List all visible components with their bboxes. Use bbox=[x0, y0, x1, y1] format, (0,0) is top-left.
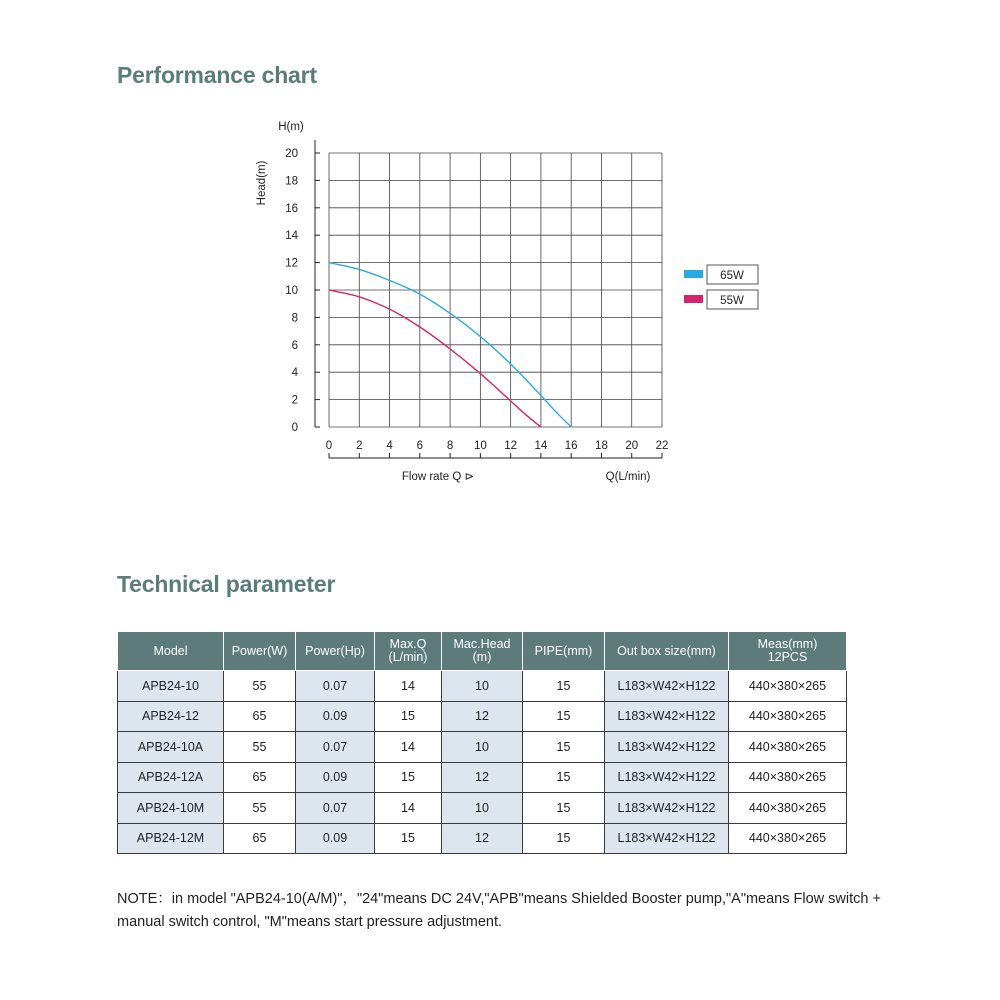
table-cell: L183×W42×H122 bbox=[605, 762, 729, 793]
table-cell: L183×W42×H122 bbox=[605, 701, 729, 732]
table-cell: 10 bbox=[442, 671, 523, 702]
y-tick-label: 6 bbox=[291, 339, 298, 352]
y-unit-label: H(m) bbox=[278, 121, 304, 133]
table-cell: 0.07 bbox=[296, 732, 375, 763]
y-tick-label: 18 bbox=[285, 175, 298, 188]
technical-parameter-title: Technical parameter bbox=[117, 571, 336, 597]
table-cell: 55 bbox=[224, 671, 296, 702]
table-cell: 65 bbox=[224, 762, 296, 793]
legend-swatch-65W bbox=[684, 270, 703, 278]
x-tick-label: 6 bbox=[416, 440, 424, 452]
table-cell: 15 bbox=[523, 793, 605, 824]
table-cell: 0.07 bbox=[296, 793, 375, 824]
table-cell: 15 bbox=[523, 823, 605, 854]
table-cell: 15 bbox=[523, 701, 605, 732]
table-cell: L183×W42×H122 bbox=[605, 823, 729, 854]
table-cell: APB24-10 bbox=[118, 671, 224, 702]
table-header-cell: PIPE(mm) bbox=[523, 632, 605, 671]
table-cell: 0.07 bbox=[296, 671, 375, 702]
table-cell: APB24-12M bbox=[118, 823, 224, 854]
table-cell: 15 bbox=[523, 732, 605, 763]
x-tick-label: 0 bbox=[325, 440, 333, 452]
table-cell: 0.09 bbox=[296, 701, 375, 732]
table-cell: 440×380×265 bbox=[729, 701, 847, 732]
x-tick-label: 8 bbox=[446, 440, 454, 452]
table-header-cell: Meas(mm) 12PCS bbox=[729, 632, 847, 671]
table-cell: L183×W42×H122 bbox=[605, 671, 729, 702]
series-line-55W bbox=[329, 290, 541, 427]
table-cell: APB24-10A bbox=[118, 732, 224, 763]
table-row bbox=[118, 823, 847, 854]
table-cell: 15 bbox=[523, 671, 605, 702]
table-header-cell: Max.Q (L/min) bbox=[375, 632, 442, 671]
x-tick-label: 4 bbox=[386, 440, 393, 452]
x-axis-title: Flow rate Q ⊳ bbox=[401, 471, 475, 483]
chart-axes bbox=[285, 140, 668, 458]
table-header-cell: Out box size(mm) bbox=[605, 632, 729, 671]
y-tick-label: 16 bbox=[285, 202, 298, 215]
table-row bbox=[118, 671, 847, 702]
performance-chart-title: Performance chart bbox=[117, 62, 317, 88]
table-header-cell: Model bbox=[118, 632, 224, 671]
table-cell: 15 bbox=[523, 762, 605, 793]
table-cell: 55 bbox=[224, 793, 296, 824]
x-unit-label: Q(L/min) bbox=[605, 471, 651, 483]
table-cell: 14 bbox=[375, 732, 442, 763]
table-cell: 0.09 bbox=[296, 762, 375, 793]
table-cell: APB24-12A bbox=[118, 762, 224, 793]
table-header-cell: Power(W) bbox=[224, 632, 296, 671]
table-row bbox=[118, 762, 847, 793]
table-row bbox=[118, 732, 847, 763]
table-cell: 65 bbox=[224, 823, 296, 854]
table-cell: APB24-10M bbox=[118, 793, 224, 824]
table-body bbox=[118, 671, 847, 854]
x-tick-label: 12 bbox=[504, 440, 518, 452]
table-row bbox=[118, 793, 847, 824]
x-tick-label: 18 bbox=[595, 440, 608, 452]
table-cell: 10 bbox=[442, 793, 523, 824]
y-axis-title: Head(m) bbox=[256, 160, 268, 206]
table-cell: 440×380×265 bbox=[729, 823, 847, 854]
table-cell: 55 bbox=[224, 732, 296, 763]
table-cell: L183×W42×H122 bbox=[605, 793, 729, 824]
table-header-row bbox=[118, 632, 847, 671]
y-tick-label: 8 bbox=[291, 312, 298, 325]
table-cell: 12 bbox=[442, 762, 523, 793]
table-row bbox=[118, 701, 847, 732]
table-cell: 15 bbox=[375, 823, 442, 854]
x-tick-label: 16 bbox=[564, 440, 578, 452]
y-tick-label: 0 bbox=[291, 422, 298, 434]
y-tick-label: 14 bbox=[285, 230, 298, 243]
table-cell: 440×380×265 bbox=[729, 732, 847, 763]
y-tick-label: 12 bbox=[285, 257, 298, 270]
y-tick-label: 2 bbox=[291, 394, 298, 407]
table-cell: 10 bbox=[442, 732, 523, 763]
chart-legend bbox=[684, 265, 758, 309]
chart-grid bbox=[329, 153, 662, 427]
table-cell: L183×W42×H122 bbox=[605, 732, 729, 763]
x-tick-label: 22 bbox=[655, 440, 669, 452]
x-tick-label: 10 bbox=[473, 440, 487, 452]
table-cell: 14 bbox=[375, 793, 442, 824]
y-tick-label: 10 bbox=[285, 285, 298, 297]
model-note: NOTE：in model "APB24-10(A/M)"，"24"means DC 24V,"APB"means Shielded Booster pump,"A"means Flow switch + manual switch control, "M"means start pressure adjustment. bbox=[117, 891, 881, 930]
legend-label-55W: 55W bbox=[720, 295, 744, 307]
table-cell: 15 bbox=[375, 762, 442, 793]
table-cell: 440×380×265 bbox=[729, 793, 847, 824]
legend-label-65W: 65W bbox=[720, 270, 744, 282]
x-tick-label: 20 bbox=[625, 440, 639, 452]
table-header-cell: Power(Hp) bbox=[296, 632, 375, 671]
table-cell: APB24-12 bbox=[118, 701, 224, 732]
table-header-cell: Mac.Head (m) bbox=[442, 632, 523, 671]
y-tick-label: 4 bbox=[291, 367, 298, 380]
technical-parameter-table bbox=[117, 631, 847, 854]
legend-swatch-55W bbox=[684, 295, 703, 303]
x-tick-label: 14 bbox=[534, 440, 548, 452]
table-cell: 440×380×265 bbox=[729, 671, 847, 702]
table-cell: 12 bbox=[442, 701, 523, 732]
table-cell: 65 bbox=[224, 701, 296, 732]
table-cell: 14 bbox=[375, 671, 442, 702]
table-cell: 0.09 bbox=[296, 823, 375, 854]
x-tick-label: 2 bbox=[356, 440, 363, 452]
table-cell: 12 bbox=[442, 823, 523, 854]
y-tick-label: 20 bbox=[285, 148, 298, 160]
table-cell: 440×380×265 bbox=[729, 762, 847, 793]
table-cell: 15 bbox=[375, 701, 442, 732]
